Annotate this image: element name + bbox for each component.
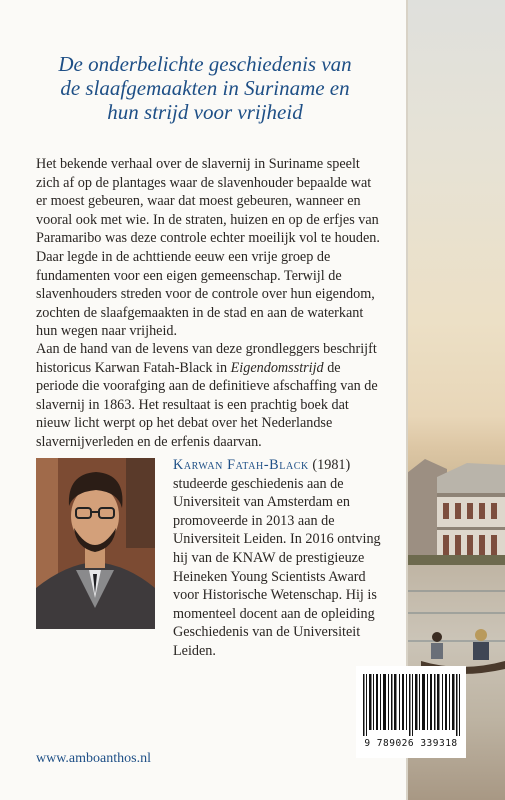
barcode-bars bbox=[361, 674, 461, 736]
author-photo bbox=[36, 458, 155, 629]
publisher-website-link[interactable]: www.amboanthos.nl bbox=[36, 751, 151, 766]
blurb-paragraph-2: Aan de hand van de levens van deze grondleggers beschrijft historicus Karwan Fatah-Black in Eigendomsstrijd de periode die voorafging aan de definitieve afschaffing van de slavernij in 1863. Het resultaat is een prachtig boek dat nieuw licht werpt op het debat over het Nederlandse slavernijverleden en de erfenis daarvan. bbox=[36, 341, 378, 450]
author-bio: Karwan Fatah-Black (1981) studeerde geschiedenis aan de Universiteit van Amsterdam en promoveerde in 2013 aan de Universiteit Leiden. In 2016 ontving hij van de KNAW de prestigieuze Heineken Young Scientists Award voor Historische Wetenschap. Hij is momenteel docent aan de opleiding Geschiedenis van de Universiteit Leiden. bbox=[173, 457, 381, 659]
book-title-italic: Eigendomsstrijd bbox=[230, 359, 324, 376]
blurb-paragraph-1: Het bekende verhaal over de slavernij in Suriname speelt zich af op de plantages waar de slavenhouder bepaalde wat er moest gebeuren, waar dat moest gebeuren, wanneer en vooral ook met wie. In de straten, huizen en op de erfjes van Paramaribo was deze controle echter moeilijk vol te houden. Daar legde in de achttiende eeuw een vrije groep de fundamenten voor een eigen gemeenschap. Terwijl de slavenhouders streden voor de controle over hun eigendom, zochten de slaafgemaakten in de stad en aan de waterkant hun wegen naar vrijheid. bbox=[36, 156, 380, 340]
isbn-barcode bbox=[356, 666, 466, 758]
cover-tagline: De onderbelichte geschiedenis van de slaafgemaakten in Suriname en hun strijd voor vrijheid bbox=[58, 52, 352, 124]
isbn-number: 9 789026 339318 bbox=[364, 738, 458, 749]
colonial-building-painting bbox=[407, 455, 505, 565]
author-name: Karwan Fatah-Black bbox=[173, 457, 309, 473]
